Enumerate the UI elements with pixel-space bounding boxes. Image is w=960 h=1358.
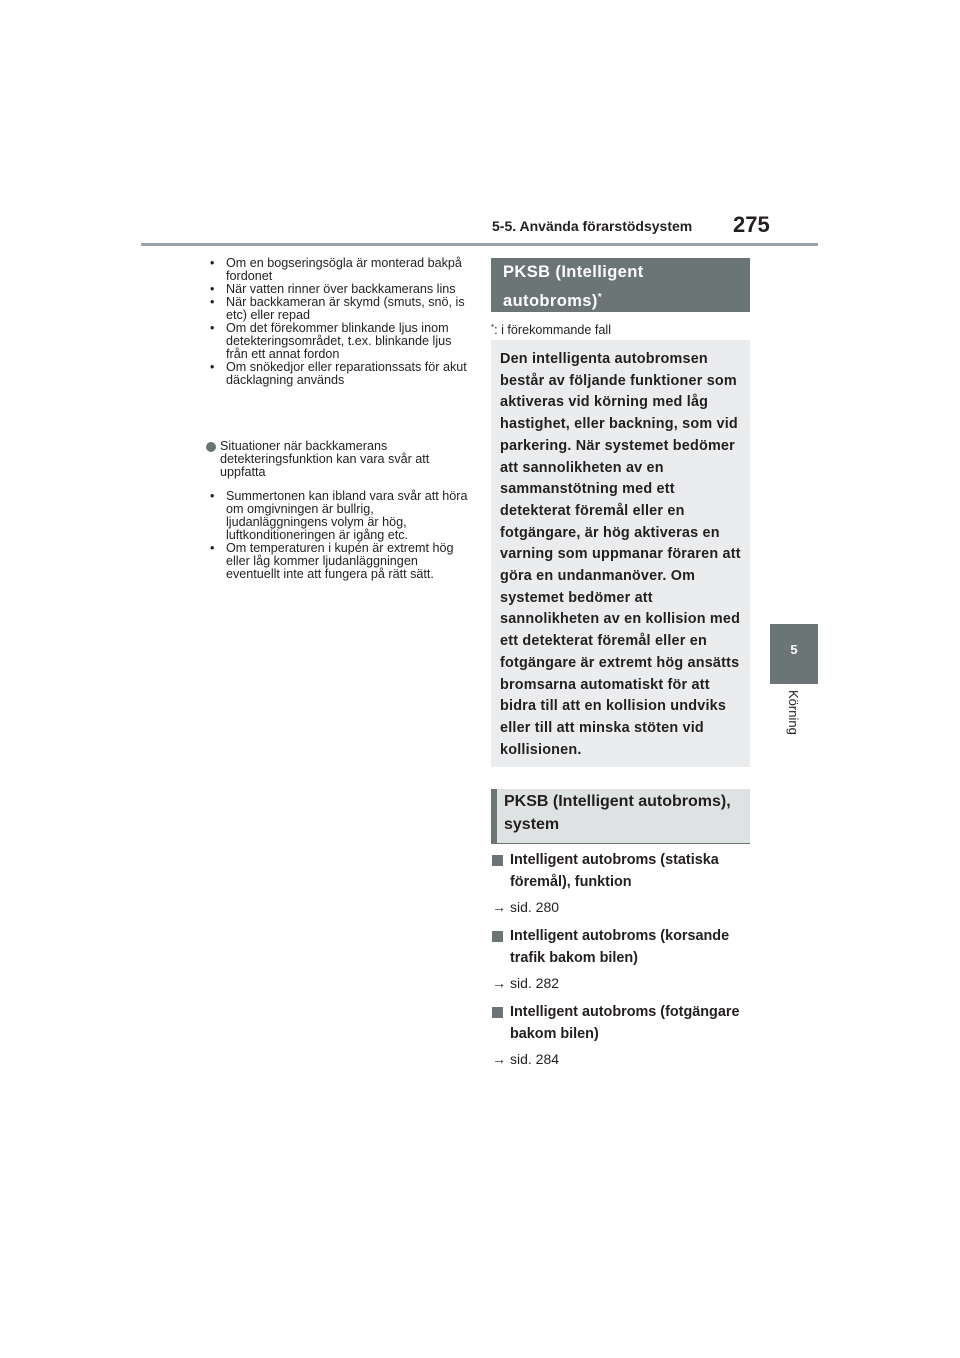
chapter-label: Körning xyxy=(786,690,801,735)
description-text: Den intelligenta autobromsen består av följande funktioner som aktiveras vid körning med låg hastighet, eller backning, som vid parkering. När systemet bedömer att sannolikheten av en sammanstötning med ett detekterat föremål eller en fotgängare, är hög aktiveras en varning som uppmanar föraren att göra en undanmanöver. Om systemet bedömer att sannolikheten av en kollision med ett detekterat föremål eller en fotgängare är extremt hög ansätts bromsarna automatiskt för att bidra till att en kollision undviks eller till att minska stöten vid kollisionen. xyxy=(500,351,741,758)
item-title: Intelligent autobroms (statiska föremål), funktion xyxy=(510,852,719,890)
item-title: Intelligent autobroms (korsande trafik bakom bilen) xyxy=(510,928,730,966)
list-item: • Om snökedjor eller reparationssats för akut däcklagning används xyxy=(210,360,467,387)
bullet-list-sound xyxy=(208,490,470,581)
page-reference-link[interactable]: → sid. 282 xyxy=(492,975,560,991)
list-item: • Om en bogseringsögla är monterad bakpå fordonet xyxy=(210,256,462,283)
footnote-marker: * xyxy=(491,323,495,332)
footnote: *: i förekommande fall xyxy=(491,323,612,337)
chapter-label-container xyxy=(786,690,804,760)
square-bullet-icon xyxy=(492,855,503,866)
subsection-heading-rule xyxy=(491,843,750,844)
list-item: • Summertonen kan ibland vara svår att höra om omgivningen är bullrig, ljudanläggningens volym är hög, luftkonditioneringen är igång etc. xyxy=(210,489,468,542)
list-item: • Om det förekommer blinkande ljus inom detekteringsområdet, t.ex. blinkande ljus från ett annat fordon xyxy=(210,321,452,361)
list-item: • När backkameran är skymd (smuts, snö, is etc) eller repad xyxy=(210,295,465,322)
section-title: 5-5. Använda förarstödsystem xyxy=(492,218,693,234)
page-number: 275 xyxy=(733,212,770,237)
square-bullet-icon xyxy=(492,931,503,942)
subsection-heading: PKSB (Intelligent autobroms), system xyxy=(504,793,731,833)
footnote-marker: * xyxy=(597,292,603,303)
arrow-right-icon: → xyxy=(492,975,506,991)
chapter-tab xyxy=(770,624,818,684)
item-title: Intelligent autobroms (fotgängare bakom bilen) xyxy=(510,1004,740,1042)
square-bullet-icon xyxy=(492,1007,503,1018)
circle-item xyxy=(208,440,470,479)
list-item: • När vatten rinner över backkamerans lins xyxy=(210,282,456,296)
page-reference-link[interactable]: → sid. 284 xyxy=(492,1051,560,1067)
arrow-right-icon: → xyxy=(492,1051,506,1067)
header-divider xyxy=(141,243,818,246)
chapter-number: 5 xyxy=(790,642,798,657)
circle-bullet-icon xyxy=(206,442,216,452)
list-item: • Om temperaturen i kupén är extremt hög eller låg kommer ljudanläggningen eventuellt inte att fungera på rätt sätt. xyxy=(210,541,454,581)
bullet-list-conditions xyxy=(208,257,470,387)
section-heading: PKSB (Intelligent autobroms)* xyxy=(503,263,644,310)
page-reference-link[interactable]: → sid. 280 xyxy=(492,899,560,915)
subsection-heading-accent xyxy=(491,789,497,843)
circle-item-text: Situationer när backkamerans detekteringsfunktion kan vara svår att uppfatta xyxy=(220,439,430,479)
arrow-right-icon: → xyxy=(492,899,506,915)
